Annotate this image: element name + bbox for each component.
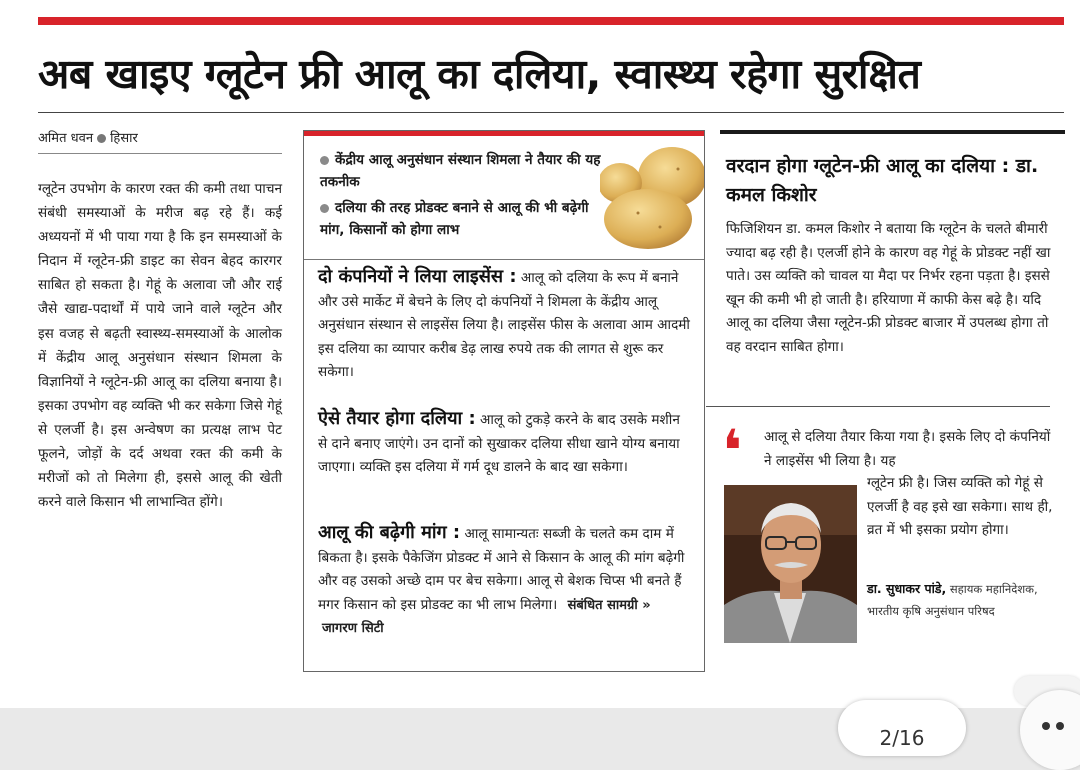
sidebar-top-rule — [720, 130, 1065, 134]
section-heading: दो कंपनियों ने लिया लाइसेंस : — [318, 266, 517, 287]
right-sidebar — [720, 130, 1065, 670]
headline: अब खाइए ग्लूटेन फ्री आलू का दलिया, स्वास्थ्य रहेगा सुरक्षित — [38, 50, 921, 98]
center-box-red-bar — [304, 131, 704, 136]
headline-rule — [38, 112, 1064, 113]
section-heading: ऐसे तैयार होगा दलिया : — [318, 408, 476, 429]
related-target: जागरण सिटी — [322, 621, 384, 636]
portrait-photo — [724, 485, 857, 643]
credit-designation: सहायक महानिदेशक, भारतीय कृषि अनुसंधान परिषद — [867, 582, 1038, 618]
byline-place: हिसार — [110, 131, 138, 146]
quote-mark-icon: ❛ — [722, 417, 743, 485]
highlight-item: दलिया की तरह प्रोडक्ट बनाने से आलू की भी बढ़ेगी मांग, किसानों को होगा लाभ — [320, 200, 589, 238]
sidebar-text: फिजिशियन डा. कमल किशोर ने बताया कि ग्लूटेन के चलते बीमारी ज्यादा बढ़ रही है। एलर्जी होने के कारण वह गेहूं के प्रोडक्ट नहीं खा पाते। उस व्यक्ति को चावल या मैदा पर निर्भर रहना पड़ता है। इससे खून की कमी भी हो जाती है। हरियाणा में काफी केस बढ़े है। यदि आलू का दलिया जैसा ग्लूटेन-फ्री प्रोडक्ट बाजार में उपलब्ध होगा तो वह वरदान साबित होगा। — [726, 221, 1051, 355]
section-text: आलू को दलिया के रूप में बनाने और उसे मार्केट में बेचने के लिए दो कंपनियों ने शिमला के केंद्रीय आलू अनुसंधान संस्थान से लाइसेंस लिया है। लाइसेंस फीस के अलावा आम आदमी इस दलिया का व्यापार करीब डेढ़ लाख रुपये तक की लागत से शुरू कर सकेगा। — [318, 270, 690, 380]
article-body-column: ग्लूटेन उपभोग के कारण रक्त की कमी तथा पाचन संबंधी समस्याओं के मरीज बढ़ रहे हैं। कई अध्ययनों में भी पाया गया है कि इन समस्याओं के निदान में ग्लूटेन-फ्री डाइट का सेवन बेहद कारगर साबित हो सकता है। गेहूं के अलावा जौ और राई जैसे खाद्य-पदार्थों में पाये जाने वाले ग्लूटेन और इस वजह से बढ़ती स्वास्थ्य-समस्याओं के आलोक में केंद्रीय आलू अनुसंधान संस्थान शिमला के विज्ञानियों ने ग्लूटेन-फ्री आलू का दलिया बनाया है। इसका उपभोग वह व्यक्ति भी कर सकेगा जिसे गेहूं से एलर्जी है। इस अन्वेषण का प्रत्यक्ष लाभ पेट फूलने, जोड़ों के दर्द अथवा रक्त की कमी के मरीजों को तो मिलेगा ही, इससे आलू की खेती करने वाले किसान भी लाभान्वित होंगे। — [38, 181, 282, 511]
section-licence — [318, 265, 692, 385]
sidebar-title: वरदान होगा ग्लूटेन-फ्री आलू का दलिया : डा. कमल किशोर — [726, 155, 1039, 206]
center-box — [303, 130, 705, 672]
byline-rule — [38, 153, 282, 154]
dot-icon — [1056, 722, 1064, 730]
section-text: आलू को टुकड़े करने के बाद उसके मशीन से दाने बनाए जाएंगे। उन दानों को सुखाकर दलिया सीधा खाने योग्य बनाया जाएगा। व्यक्ति इस दलिया में गर्म दूध डालने के बाद खा सकेगा। — [318, 412, 680, 475]
highlights-list — [320, 149, 602, 245]
byline — [38, 128, 138, 146]
related-label: संबंधित सामग्री » — [567, 597, 651, 613]
quote-text-side: ग्लूटेन फ्री है। जिस व्यक्ति को गेहूं से एलर्जी है वह इसे खा सकेगा। साथ ही, व्रत में भी इसका प्रयोग होगा। — [867, 475, 1053, 539]
byline-author: अमित धवन — [38, 131, 94, 146]
highlight-item: केंद्रीय आलू अनुसंधान संस्थान शिमला ने तैयार की यह तकनीक — [320, 152, 601, 190]
section-demand — [318, 521, 692, 641]
bullet-icon — [320, 204, 329, 213]
quote-credit — [867, 578, 1065, 622]
section-preparation — [318, 407, 692, 480]
potato-image — [600, 137, 704, 255]
section-text: आलू सामान्यतः सब्जी के चलते कम दाम में बिकता है। इसके पैकेजिंग प्रोडक्ट में आने से किसान के आलू की मांग बढ़ेगी और वह उसको अच्छे दाम पर बेच सकेगा। आलू से बेशक चिप्स भी बनते हैं मगर किसान को इस प्रोडक्ट का भी लाभ मिलेगा। — [318, 526, 685, 613]
bullet-icon — [97, 134, 106, 143]
sidebar-divider — [706, 406, 1050, 407]
box-divider — [304, 259, 704, 260]
page-indicator[interactable]: 2/16 — [838, 700, 966, 756]
credit-name: डा. सुधाकर पांडे, — [867, 581, 947, 596]
bullet-icon — [320, 156, 329, 165]
dot-icon — [1042, 722, 1050, 730]
section-heading: आलू की बढ़ेगी मांग : — [318, 522, 461, 543]
quote-text-top: आलू से दलिया तैयार किया गया है। इसके लिए दो कंपनियों ने लाइसेंस भी लिया है। यह — [764, 429, 1051, 469]
top-red-bar — [38, 17, 1064, 25]
